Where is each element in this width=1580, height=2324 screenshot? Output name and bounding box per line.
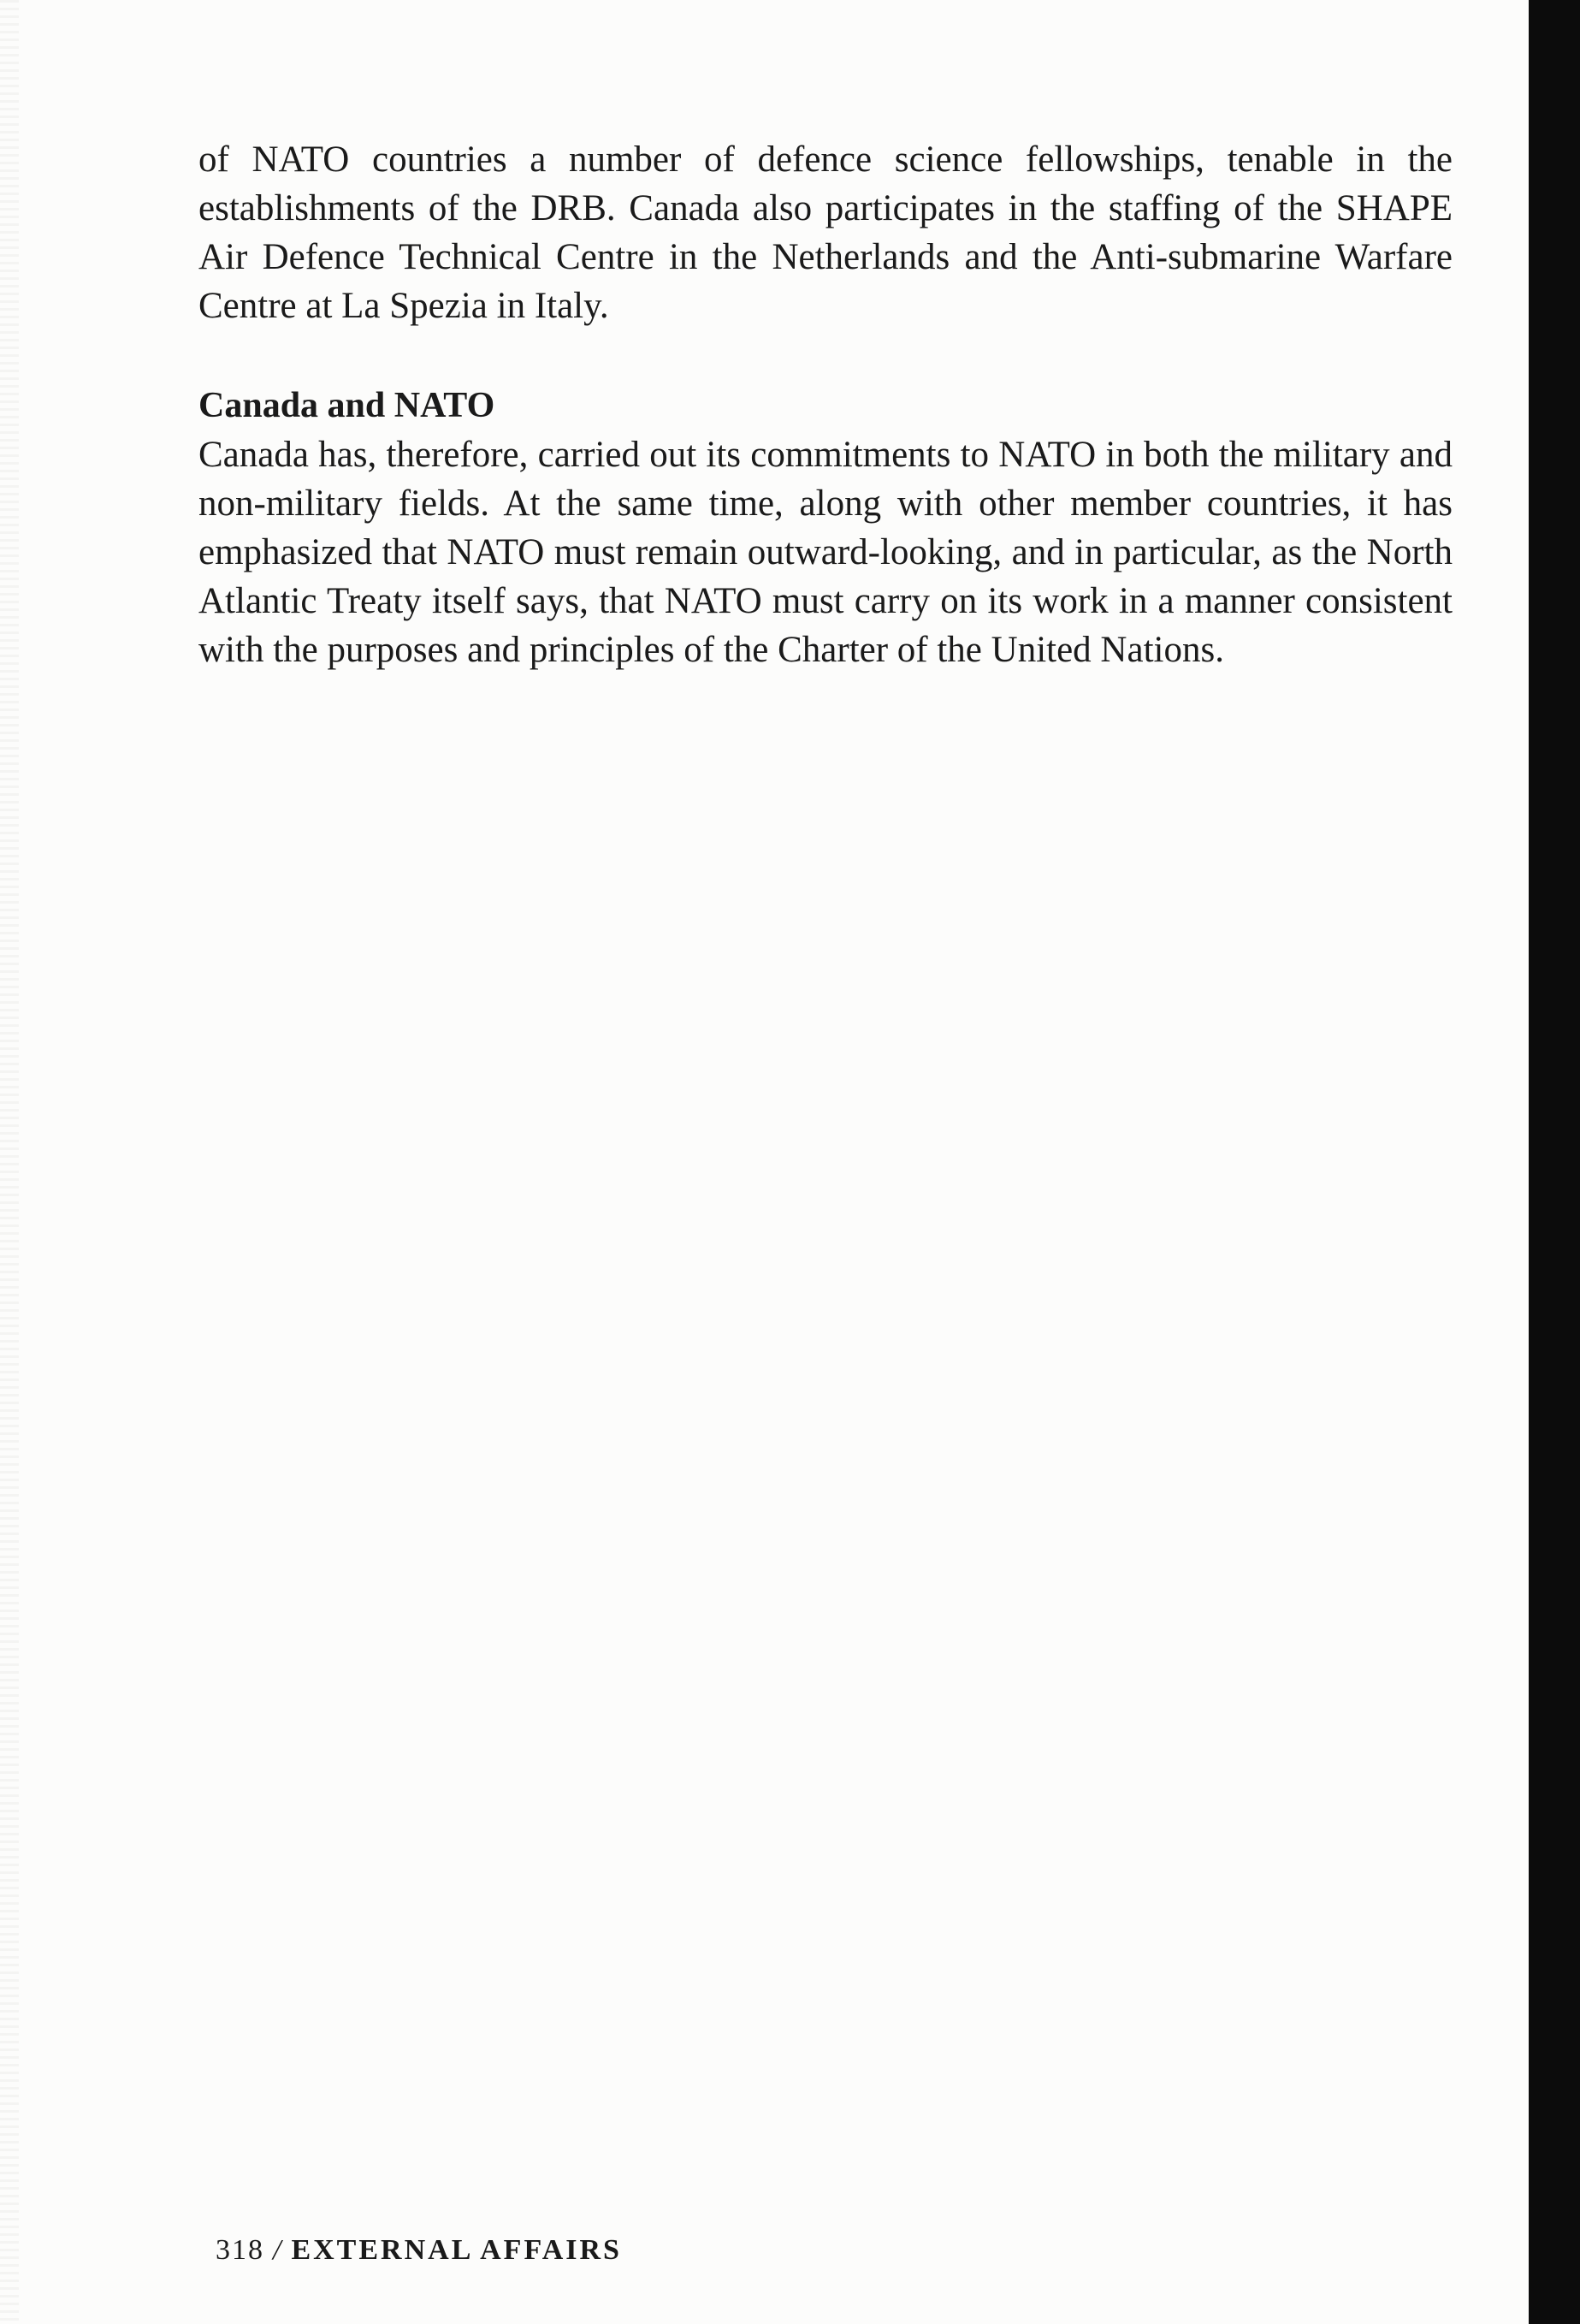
footer-separator: / <box>273 2234 283 2266</box>
section-heading: Canada and NATO <box>198 386 495 425</box>
scan-binding-edge <box>1529 0 1580 2324</box>
paragraph-canada-and-nato: Canada has, therefore, carried out its commitments to NATO in both the military and non-military fields. At the same time, along with other member countries, it has emphasized that NATO must remain outward-looking, and in particular, as the North Atlantic Treaty itself says, that NATO must carry on its work in a manner consistent with the purposes and principles of the Charter of the United Nations. <box>198 435 1453 670</box>
paragraph-continuation: of NATO countries a number of defence science fellowships, tenable in the establishments of the DRB. Canada also participates in the staffing of the SHAPE Air Defence Technical Centre in the Netherlands and the Anti-submarine Warfare Centre at La Spezia in Italy. <box>198 139 1453 326</box>
page-number: 318 <box>216 2234 264 2266</box>
body-text <box>198 135 1453 674</box>
page-footer <box>216 2233 622 2268</box>
scan-margin-texture <box>0 0 19 2324</box>
journal-title: EXTERNAL AFFAIRS <box>291 2234 622 2266</box>
